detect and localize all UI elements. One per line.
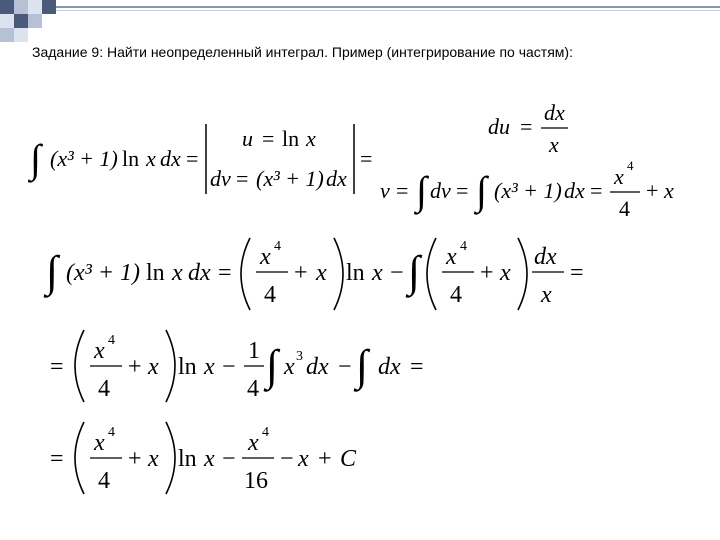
x-var: x <box>204 354 215 380</box>
line-1 <box>27 124 372 194</box>
cubic-term: (x³ + 1) <box>66 260 141 286</box>
right-paren <box>166 422 175 494</box>
integral-sign: ∫ <box>266 341 279 390</box>
ln-label: ln <box>146 260 165 286</box>
x-power-base: x <box>248 430 259 456</box>
left-paren <box>427 238 436 310</box>
fraction-denominator: 4 <box>264 282 276 308</box>
x-power-base: x <box>284 354 295 380</box>
plus-sign: + <box>318 446 332 472</box>
plus-sign: + <box>480 260 494 286</box>
integral-sign: ∫ <box>30 136 41 181</box>
u-var: u <box>242 126 253 151</box>
right-paren <box>166 330 175 402</box>
equals-sign: = <box>520 114 533 139</box>
x-var: x <box>148 354 159 380</box>
cubic-term: (x³ + 1) <box>256 166 324 191</box>
x-power-base: x <box>94 338 105 364</box>
v-var: v <box>380 178 390 203</box>
cubic-term: (x³ + 1) <box>50 146 118 171</box>
exponent: 4 <box>108 425 115 440</box>
exponent: 4 <box>262 425 269 440</box>
plus-sign: + <box>128 446 142 472</box>
x-var: x <box>298 446 309 472</box>
x-var: x <box>172 260 183 286</box>
right-paren <box>334 238 343 310</box>
dx-term: dx <box>188 260 211 286</box>
minus-sign: − <box>222 354 236 380</box>
left-paren <box>75 422 84 494</box>
cubic-term: (x³ + 1) <box>494 178 562 203</box>
fraction-denominator: 4 <box>450 282 462 308</box>
exponent: 4 <box>108 333 115 348</box>
integral-sign: ∫ <box>46 247 59 296</box>
left-paren <box>241 238 250 310</box>
ln-label: ln <box>346 260 365 286</box>
v-expression <box>380 158 674 221</box>
dx-term: dx <box>564 178 585 203</box>
integral-sign: ∫ <box>408 247 421 296</box>
left-paren <box>75 330 84 402</box>
equals-sign: = <box>410 354 424 380</box>
exponent: 4 <box>274 239 281 254</box>
x-var: x <box>316 260 327 286</box>
minus-sign: − <box>338 354 352 380</box>
du-term: du <box>488 114 510 139</box>
constant-c: C <box>340 446 357 472</box>
exponent: 3 <box>296 349 303 364</box>
fraction-numerator: 1 <box>248 338 260 364</box>
right-paren <box>518 238 527 310</box>
integral-sign: ∫ <box>416 168 427 213</box>
equals-sign: = <box>50 354 64 380</box>
integral-sign: ∫ <box>356 341 369 390</box>
minus-sign: − <box>280 446 294 472</box>
exponent: 4 <box>627 158 634 173</box>
fraction-denominator: 4 <box>247 376 259 402</box>
ln-label: ln <box>178 446 197 472</box>
x-var: x <box>148 446 159 472</box>
dx-term: dx <box>378 354 401 380</box>
x-power-base: x <box>614 164 624 189</box>
equals-sign: = <box>590 178 603 203</box>
equals-sign: = <box>262 126 275 151</box>
ln-label: ln <box>282 126 300 151</box>
fraction-numerator: dx <box>534 244 557 270</box>
equals-sign: = <box>186 146 199 171</box>
integral-sign: ∫ <box>476 168 487 213</box>
line-3 <box>50 330 424 402</box>
x-power-base: x <box>94 430 105 456</box>
x-power-base: x <box>260 244 271 270</box>
fraction-denominator: x <box>549 132 559 157</box>
x-var: x <box>204 446 215 472</box>
dv-term: dv <box>210 166 231 191</box>
plus-sign: + <box>646 178 659 203</box>
minus-sign: − <box>390 260 404 286</box>
dv-term: dv <box>430 178 451 203</box>
fraction-denominator: 4 <box>98 468 110 494</box>
x-power-base: x <box>446 244 457 270</box>
dx-term: dx <box>160 146 181 171</box>
equals-sign: = <box>570 260 584 286</box>
plus-sign: + <box>294 260 308 286</box>
fraction-denominator: 4 <box>619 196 630 221</box>
page-title: Задание 9: Найти неопределенный интеграл. Пример (интегрирование по частям): <box>32 44 573 60</box>
fraction-denominator: 4 <box>98 376 110 402</box>
equals-sign: = <box>396 178 409 203</box>
x-var: x <box>146 146 156 171</box>
exponent: 4 <box>460 239 467 254</box>
fraction-denominator: x <box>541 282 552 308</box>
x-var: x <box>372 260 383 286</box>
equals-sign: = <box>50 446 64 472</box>
ln-label: ln <box>178 354 197 380</box>
plus-sign: + <box>128 354 142 380</box>
ln-label: ln <box>122 146 140 171</box>
du-expression <box>488 100 568 157</box>
line-2 <box>43 238 584 310</box>
x-var: x <box>500 260 511 286</box>
fraction-numerator: dx <box>544 100 565 125</box>
equals-sign: = <box>236 166 249 191</box>
fraction-denominator: 16 <box>244 468 268 494</box>
equals-sign: = <box>360 146 373 171</box>
equals-sign: = <box>218 260 232 286</box>
line-4 <box>50 422 357 494</box>
x-var: x <box>664 178 674 203</box>
dx-term: dx <box>306 354 329 380</box>
dx-term: dx <box>326 166 347 191</box>
minus-sign: − <box>222 446 236 472</box>
equals-sign: = <box>456 178 469 203</box>
x-var: x <box>306 126 316 151</box>
